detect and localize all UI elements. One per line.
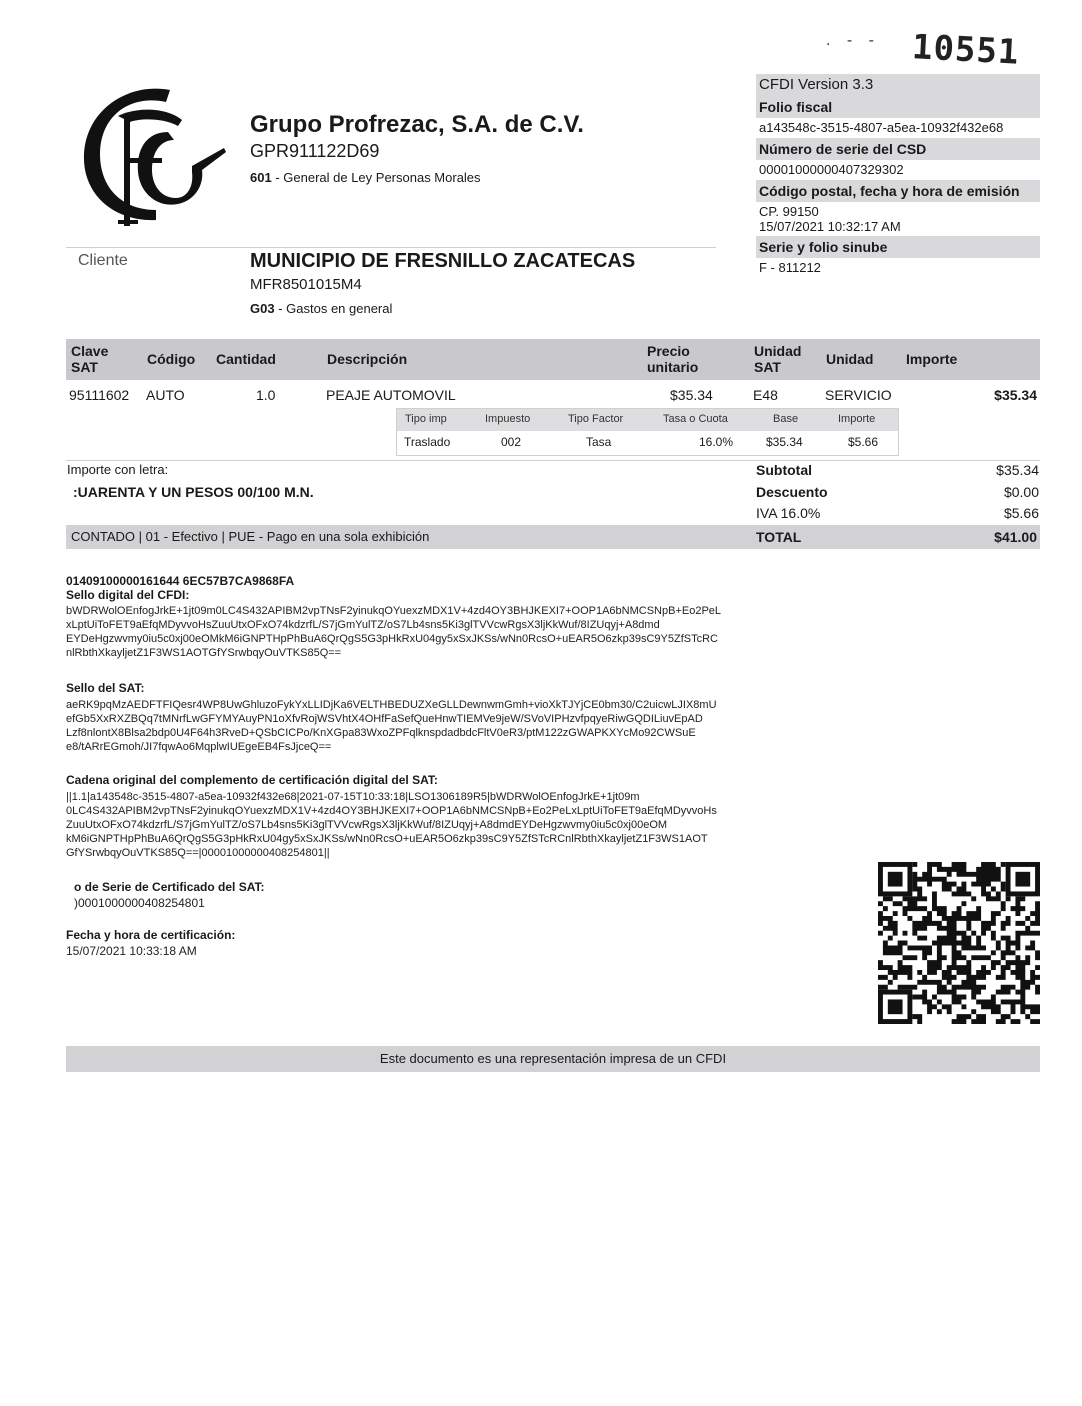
- company-logo: [78, 80, 230, 228]
- sinube-folio: F - 811212: [759, 260, 821, 275]
- use-code: G03: [250, 301, 275, 316]
- tax-subtable: [396, 408, 899, 456]
- amount-letters-label: Importe con letra:: [67, 462, 169, 477]
- regime-code: 601: [250, 170, 272, 185]
- amount-letters: :UARENTA Y UN PESOS 00/100 M.N.: [73, 484, 314, 500]
- payment-bar: [66, 525, 1040, 549]
- qr-finder-pattern: [878, 990, 912, 1024]
- tax-col-impuesto: Impuesto: [485, 413, 531, 425]
- tax-col-tipo-imp: Tipo imp: [405, 413, 447, 425]
- col-clave-sat: Clave SAT: [71, 343, 109, 375]
- sat-cert-number: )0001000000408254801: [74, 896, 205, 910]
- sinube-label: Serie y folio sinube: [756, 236, 1040, 258]
- client-label: Cliente: [78, 252, 128, 269]
- iva-label: IVA 16.0%: [756, 505, 821, 521]
- col-unidad: Unidad: [826, 351, 874, 367]
- cert-date-label: Fecha y hora de certificación:: [66, 928, 236, 942]
- client-name: MUNICIPIO DE FRESNILLO ZACATECAS: [250, 250, 636, 272]
- client-cfdi-use: [250, 301, 392, 316]
- total-label: TOTAL: [756, 529, 802, 545]
- company-rfc: GPR911122D69: [250, 141, 380, 161]
- sat-seal: aeRK9pqMzAEDFTFIQesr4WP8UwGhluzoFykYxLLIDjKa6VELTHBEDUZXeGLLDewnwmGmh+vioXkTJYjCE0bm30/C2uicwLJIX8mU efGb5XxRXZBQq7tMNrfLwGFYMYAuyPN1oXfvRojWSVhtX4OHfFaSefQueHnwTIEMVe9jeW/SVoVIPHzvfpqyeRiwGQDILiuvEpAD Lzf8nlontX8Blsa2bdp0U4F64h3RveD+QSbCICPo/KnXGpa83WxoZPFqlknspdadbdcFltV0eR3/ptM122zGWAPKXYcMo92CWSuE e8/tARrEGmoh/JI7fqwAo6MqplwIUEgeEB4FsJjceQ==: [66, 699, 717, 753]
- col-codigo: Código: [147, 351, 196, 367]
- descuento-label: Descuento: [756, 484, 828, 500]
- tax-base: $35.34: [766, 435, 803, 449]
- cell-cantidad: 1.0: [256, 387, 276, 403]
- qr-code: [878, 862, 1040, 1026]
- cell-clave-sat: 95111602: [69, 387, 130, 403]
- tax-col-base: Base: [773, 413, 799, 425]
- subtotal-value: $35.34: [996, 462, 1039, 478]
- payment-method: CONTADO | 01 - Efectivo | PUE - Pago en una sola exhibición: [71, 529, 430, 544]
- tax-subtable-header: [397, 409, 898, 431]
- items-table-header: [66, 339, 1040, 380]
- cfdi-seal: bWDRWolOEnfogJrkE+1jt09m0LC4S432APIBM2vpTNsF2yinukqOYuexzMDX1V+4zd4OY3BHJKEXI7+OOP1A6bNMCSNpB+Eo2PeL xLptUiToFET9aEfqMDyvvoHsZuuUtxOFxO74kdzrfL/S7jGmYulTZ/oS7Lb4sns5Ki3glTVVcwRgsX3ljKkWuf/8IZUqyj+A8dmd EYDeHgzwvmy0iu5c0xj00eOMkM6iGNPTHpPhBuA6QrQgS5G3pHkRxU04gy5xSxJKSs/wNn0RcsO+uEAR5O6zkp39sC9Y5ZfSTcRC nlRbthXkayljetZ1F3WS1AOTGfYSrwbqyOuVTKS85Q==: [66, 605, 722, 659]
- cell-descripcion: PEAJE AUTOMOVIL: [326, 387, 456, 403]
- folio-fiscal: a143548c-3515-4807-a5ea-10932f432e68: [759, 120, 1004, 135]
- cert-number: 01409100000161644 6EC57B7CA9868FA: [66, 574, 295, 588]
- col-descripcion: Descripción: [327, 351, 408, 367]
- tax-col-importe: Importe: [838, 413, 876, 425]
- cell-codigo: AUTO: [146, 387, 185, 403]
- totals-divider: [66, 460, 1040, 461]
- use-desc: - Gastos en general: [278, 301, 393, 316]
- emission-cp: CP. 99150: [759, 204, 819, 219]
- subtotal-label: Subtotal: [756, 462, 812, 478]
- cert-date: 15/07/2021 10:33:18 AM: [66, 944, 197, 958]
- folio-fiscal-label: Folio fiscal: [756, 96, 1040, 118]
- csd-label: Número de serie del CSD: [756, 138, 1040, 160]
- cell-unidad: SERVICIO: [825, 387, 892, 403]
- cfdi-version: CFDI Version 3.3: [756, 74, 1040, 96]
- tax-tasa: 16.0%: [699, 435, 734, 449]
- tax-tipo-imp: Traslado: [404, 435, 451, 449]
- qr-finder-pattern: [1006, 862, 1040, 896]
- descuento-value: $0.00: [1003, 484, 1039, 500]
- regime-desc: - General de Ley Personas Morales: [275, 170, 481, 185]
- iva-value: $5.66: [1003, 505, 1039, 521]
- cell-importe: $35.34: [994, 387, 1037, 403]
- cell-precio: $35.34: [670, 387, 713, 403]
- emission-datetime: 15/07/2021 10:32:17 AM: [759, 219, 901, 234]
- company-regime: [250, 170, 481, 185]
- tax-col-tipo-factor: Tipo Factor: [568, 413, 624, 425]
- col-cantidad: Cantidad: [216, 351, 276, 367]
- col-importe: Importe: [906, 351, 958, 367]
- emission-label: Código postal, fecha y hora de emisión: [756, 180, 1040, 202]
- tax-importe: $5.66: [848, 435, 879, 449]
- original-chain: ||1.1|a143548c-3515-4807-a5ea-10932f432e68|2021-07-15T10:33:18|LSO1306189R5|bWDRWolOEnfogJrkE+1jt09m 0LC4S432APIBM2vpTNsF2yinukqOYuexzMDX1V+4zd4OY3BHJKEXI7+OOP1A6bNMCSNpB+Eo2PeLxLptUiToFET9aEfqMDyvvoHs ZuuUtxOFxO74kdzrfL/S7jGmYulTZ/oS7Lb4sns5Ki3glTVVcwRgsX3ljKkWuf/8IZUqyj+A8dmdEYDeHgzwvmy0iu5c0xj00eOM kM6iGNPTHpPhBuA6QrQgS5G3pHkRxU04gy5xSxJKSs/wNn0RcsO+uEAR5O6zkp39sC9Y5ZfSTcRCnlRbthXkayljetZ1F3WS1AOT GfYSrwbqyOuVTKS85Q==|00001000000408254801||: [66, 791, 717, 859]
- cell-unidad-sat: E48: [753, 387, 778, 403]
- handwritten-number: 10551: [911, 27, 1021, 73]
- company-name: Grupo Profrezac, S.A. de C.V.: [250, 111, 584, 138]
- cfdi-info-panel: [756, 74, 1040, 278]
- csd-number: 00001000000407329302: [759, 162, 904, 177]
- tax-tipo-factor: Tasa: [586, 435, 612, 449]
- client-rfc: MFR8501015M4: [250, 276, 362, 293]
- chain-label: Cadena original del complemento de certificación digital del SAT:: [66, 773, 438, 787]
- qr-finder-pattern: [878, 862, 912, 896]
- cfdi-seal-label: Sello digital del CFDI:: [66, 588, 190, 602]
- handwritten-marks: . - -: [826, 32, 880, 49]
- col-unidad-sat: Unidad SAT: [754, 343, 802, 375]
- footer-bar: [66, 1046, 1040, 1072]
- sat-cert-label: o de Serie de Certificado del SAT:: [74, 880, 265, 894]
- sat-seal-label: Sello del SAT:: [66, 681, 145, 695]
- col-precio: Precio unitario: [647, 343, 699, 375]
- total-value: $41.00: [994, 529, 1037, 545]
- client-divider: [66, 247, 716, 248]
- tax-col-tasa: Tasa o Cuota: [663, 413, 728, 425]
- footer-text: Este documento es una representación impresa de un CFDI: [379, 1051, 727, 1066]
- tax-impuesto: 002: [501, 435, 522, 449]
